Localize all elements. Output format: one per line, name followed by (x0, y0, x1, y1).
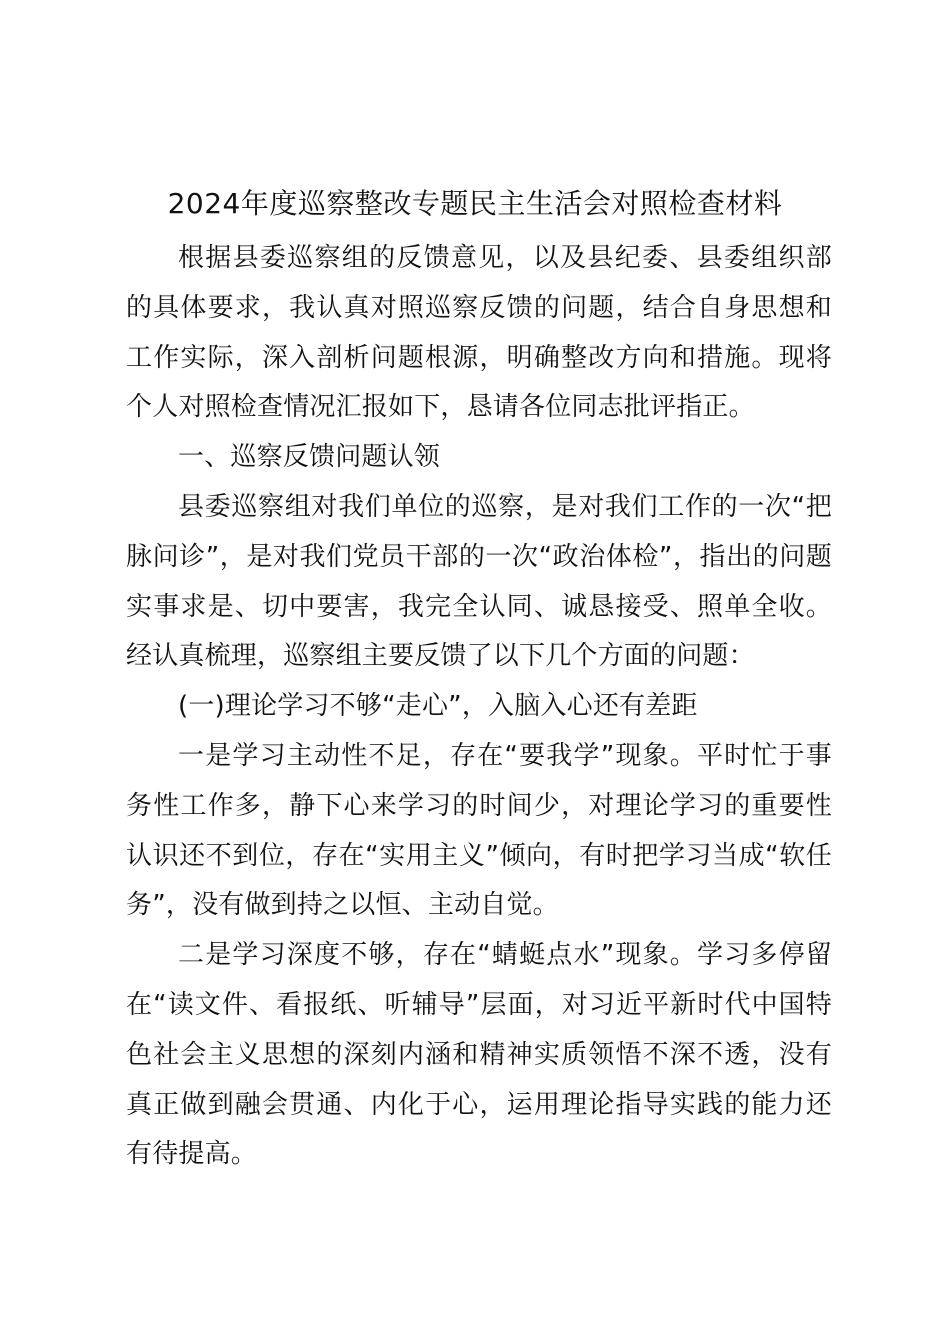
section-heading-1: 一、巡察反馈问题认领 (178, 442, 441, 473)
point-1-paragraph: 一是学习主动性不足，存在“要我学”现象。平时忙于事务性工作多，静下心来学习的时间少，对理论学习的重要性认识还不到位，存在“实用主义”倾向，有时把学习当成“软任务”，没有做到持之以恒、主动自觉。 (126, 740, 832, 921)
document-title: 2024年度巡察整改专题民主生活会对照检查材料 (167, 187, 783, 220)
subsection-heading-1: (一)理论学习不够“走心”，入脑入心还有差距 (178, 691, 698, 722)
section-1-paragraph: 县委巡察组对我们单位的巡察，是对我们工作的一次“把脉问诊”，是对我们党员干部的一次“政治体检”，指出的问题实事求是、切中要害，我完全认同、诚恳接受、照单全收。经认真梳理，巡察组主要反馈了以下几个方面的问题： (126, 491, 832, 672)
document-body (126, 234, 832, 1180)
point-2-paragraph: 二是学习深度不够，存在“蜻蜓点水”现象。学习多停留在“读文件、看报纸、听辅导”层面，对习近平新时代中国特色社会主义思想的深刻内涵和精神实质领悟不深不透，没有真正做到融会贯通、内化于心，运用理论指导实践的能力还有待提高。 (126, 940, 832, 1170)
intro-paragraph: 根据县委巡察组的反馈意见，以及县纪委、县委组织部的具体要求，我认真对照巡察反馈的问题，结合自身思想和工作实际，深入剖析问题根源，明确整改方向和措施。现将个人对照检查情况汇报如下，恳请各位同志批评指正。 (126, 243, 832, 423)
